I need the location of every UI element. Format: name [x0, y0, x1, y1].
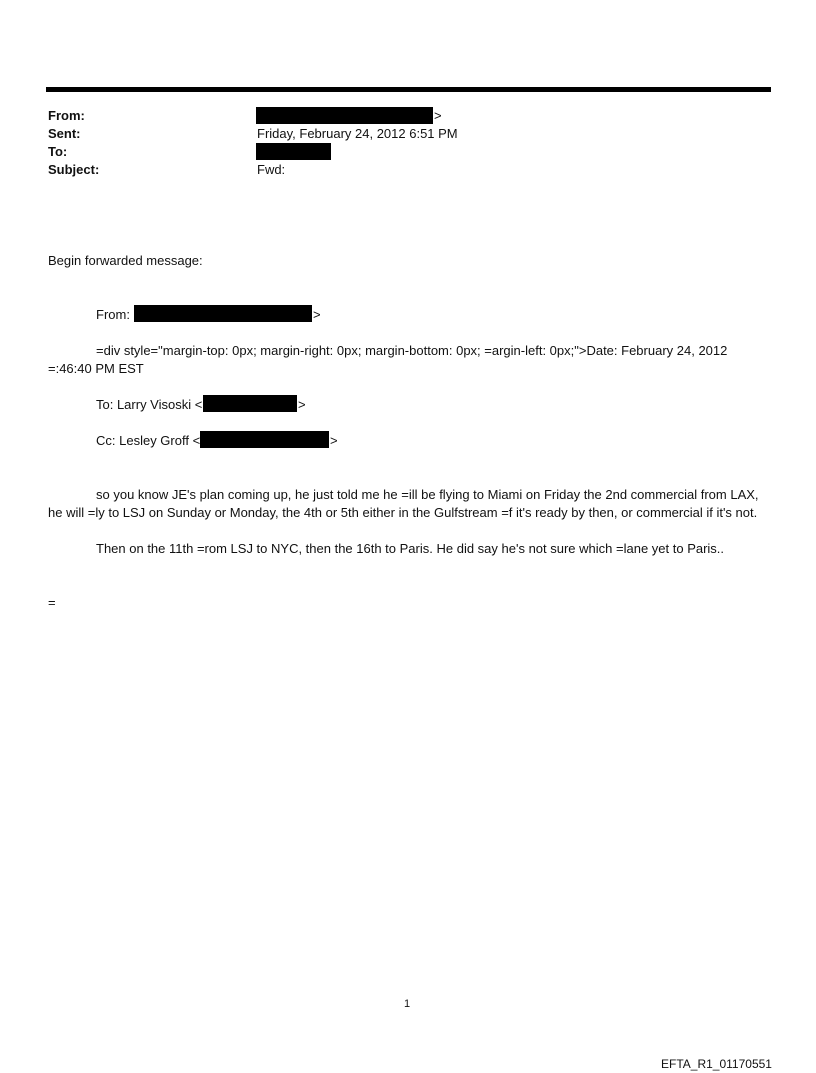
forward-intro: Begin forwarded message:: [48, 253, 203, 268]
forward-cc-label: Cc: Lesley Groff <: [96, 433, 201, 448]
message-paragraph-2: [48, 540, 766, 558]
forward-from-label: From:: [96, 307, 130, 322]
sent-value: Friday, February 24, 2012 6:51 PM: [257, 126, 458, 141]
subject-value: Fwd:: [257, 162, 286, 177]
redacted-from-address: [256, 107, 433, 124]
message-paragraph-1-text: so you know JE's plan coming up, he just told me he =ill be flying to Miami on Friday the 2nd commercial from LAX, he will =ly to LSJ on Sunday or Monday, the 4th or 5th either in the Gulfstream =f it's ready by then, or commercial if it's not.: [48, 487, 759, 520]
redacted-to-address: [256, 143, 331, 160]
page-number: 1: [404, 998, 411, 1010]
forward-div-line-1: =div style="margin-top: 0px; margin-right: 0px; margin-bottom: 0px; =argin-left: 0px;">Date: February 24, 2012: [96, 343, 728, 358]
forward-div-line-2: =:46:40 PM EST: [48, 361, 144, 376]
forward-to-suffix: >: [298, 397, 306, 412]
redacted-forward-from: [134, 305, 312, 322]
message-paragraph-2-text: Then on the 11th =rom LSJ to NYC, then the 16th to Paris. He did say he's not sure which =lane yet to Paris..: [96, 541, 725, 556]
redacted-forward-to: [203, 395, 297, 412]
redacted-forward-cc: [200, 431, 329, 448]
header-rule: [46, 87, 771, 92]
forward-cc-suffix: >: [330, 433, 338, 448]
forward-to-label: To: Larry Visoski <: [96, 397, 203, 412]
sent-label: Sent:: [48, 126, 81, 141]
to-label: To:: [48, 144, 68, 159]
message-paragraph-1: [48, 486, 766, 522]
from-label: From:: [48, 108, 85, 123]
subject-label: Subject:: [48, 162, 100, 177]
from-suffix: >: [434, 108, 442, 123]
forward-from-suffix: >: [313, 307, 321, 322]
trailing-equals: =: [48, 595, 56, 610]
document-id: EFTA_R1_01170551: [661, 1057, 772, 1071]
